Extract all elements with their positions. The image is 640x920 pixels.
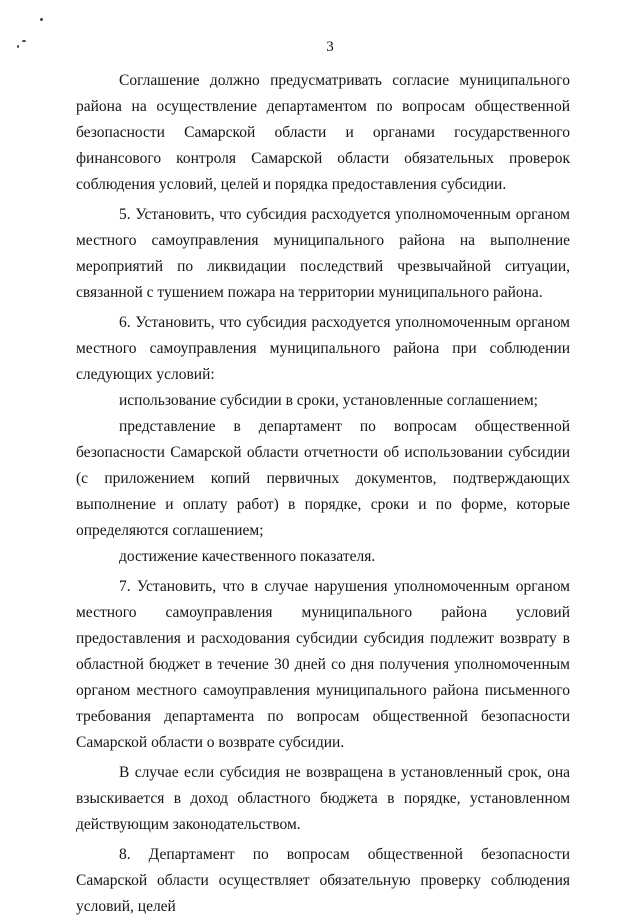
document-body <box>76 68 570 920</box>
paragraph-condition-reporting: представление в департамент по вопросам общественной безопасности Самарской области отчетности об использовании субсидии (с приложением копий первичных документов, подтверждающих выполнение и оплату работ) в порядке, сроки и по форме, которые определяются соглашением; <box>76 418 570 539</box>
paragraph-condition-terms: использование субсидии в сроки, установленные соглашением; <box>119 392 538 409</box>
paragraph-condition-indicator: достижение качественного показателя. <box>119 548 376 565</box>
paragraph-item-6: 6. Установить, что субсидия расходуется уполномоченным органом местного самоуправления муниципального района при соблюдении следующих условий: <box>76 314 570 383</box>
scan-speck <box>40 18 43 21</box>
paragraph-item-8: 8. Департамент по вопросам общественной безопасности Самарской области осуществляет обязательную проверку соблюдения условий, целей <box>76 846 570 915</box>
paragraph-item-7: 7. Установить, что в случае нарушения уполномоченным органом местного самоуправления муниципального района условий предоставления и расходования субсидии субсидия подлежит возврату в областной бюджет в течение 30 дней со дня получения уполномоченным органом местного самоуправления муниципального района письменного требования департамента по вопросам общественной безопасности Самарской области о возврате субсидии. <box>76 578 570 751</box>
paragraph-item-5: 5. Установить, что субсидия расходуется уполномоченным органом местного самоуправления муниципального района на выполнение мероприятий по ликвидации последствий чрезвычайной ситуации, связанной с тушением пожара на территории муниципального района. <box>76 206 570 301</box>
paragraph-refund-enforcement: В случае если субсидия не возвращена в установленный срок, она взыскивается в доход областного бюджета в порядке, установленном действующим законодательством. <box>76 764 570 833</box>
page-number: 3 <box>326 39 334 55</box>
paragraph-agreement-consent: Соглашение должно предусматривать согласие муниципального района на осуществление департаментом по вопросам общественной безопасности Самарской области и органами государственного финансового контроля Самарской области обязательных проверок соблюдения условий, целей и порядка предоставления субсидии. <box>76 72 570 193</box>
